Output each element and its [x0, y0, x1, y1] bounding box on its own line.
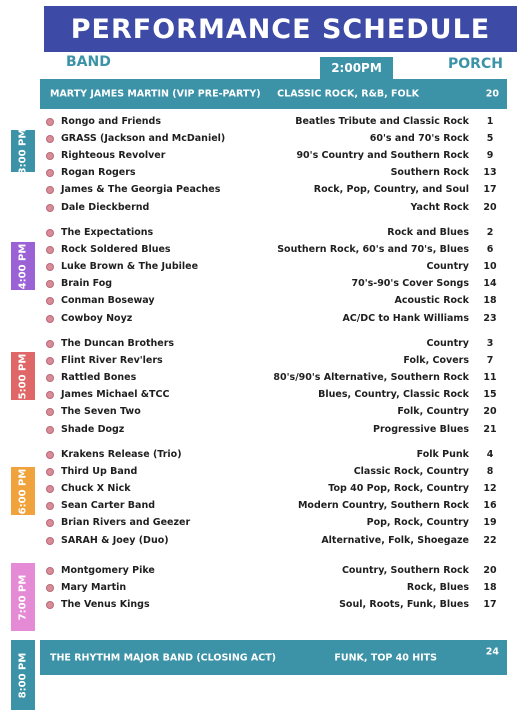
closing-act-bar — [40, 640, 507, 675]
schedule-row — [46, 293, 506, 310]
genre: Pop, Rock, Country — [366, 517, 469, 529]
bullet-icon — [46, 567, 54, 575]
time-tab-4pm — [11, 242, 35, 290]
genre: Acoustic Rock — [394, 295, 469, 307]
band-name: Shade Dogz — [61, 423, 125, 435]
genre: Rock, Blues — [406, 582, 469, 594]
porch-number: 2 — [486, 227, 494, 238]
schedule-row — [46, 200, 506, 217]
schedule-row — [46, 182, 506, 199]
genre: Folk, Covers — [403, 355, 469, 367]
band-name: Sean Carter Band — [61, 500, 156, 512]
schedule-row — [46, 481, 506, 498]
genre: Folk, Country — [397, 406, 469, 418]
genre: Beatles Tribute and Classic Rock — [295, 116, 469, 127]
schedule-row — [46, 148, 506, 165]
band-name: Cowboy Noyz — [61, 312, 133, 324]
porch-number: 6 — [486, 244, 494, 256]
porch-number: 12 — [483, 483, 497, 495]
vip-genre: CLASSIC ROCK, R&B, FOLK — [277, 88, 419, 100]
schedule-row — [46, 370, 506, 387]
bullet-icon — [46, 229, 54, 237]
genre: Modern Country, Southern Rock — [297, 500, 469, 512]
porch-number: 7 — [486, 355, 494, 367]
band-name: Flint River Rev'lers — [61, 355, 163, 367]
genre: Folk Punk — [416, 449, 469, 460]
time-tab-3pm — [11, 130, 35, 172]
time-label: 4:00 PM — [17, 243, 29, 289]
schedule-row — [46, 464, 506, 481]
porch-number: 21 — [483, 423, 497, 435]
band-name: Conman Boseway — [61, 295, 155, 307]
page-title: PERFORMANCE SCHEDULE — [44, 6, 517, 52]
band-name: Rattled Bones — [61, 372, 137, 384]
vip-band: MARTY JAMES MARTIN (VIP PRE-PARTY) — [50, 88, 261, 100]
genre: Country, Southern Rock — [341, 565, 469, 576]
closing-genre: FUNK, TOP 40 HITS — [334, 652, 437, 663]
schedule-row — [46, 165, 506, 182]
schedule-row — [46, 353, 506, 370]
porch-number: 15 — [483, 389, 497, 401]
genre: 90's Country and Southern Rock — [296, 150, 469, 162]
porch-number: 13 — [483, 167, 497, 179]
porch-number: 3 — [486, 338, 494, 349]
genre: Southern Rock — [390, 167, 469, 179]
bullet-icon — [46, 391, 54, 399]
schedule-row — [46, 533, 506, 550]
bullet-icon — [46, 315, 54, 323]
porch-number: 23 — [483, 312, 497, 324]
band-name: Third Up Band — [61, 466, 138, 478]
time-label: 3:00 PM — [17, 128, 29, 174]
porch-number: 5 — [486, 133, 494, 145]
schedule-row — [46, 225, 506, 242]
bullet-icon — [46, 374, 54, 382]
band-name: The Expectations — [61, 227, 154, 238]
schedule-row — [46, 563, 506, 580]
porch-number: 1 — [486, 116, 494, 127]
porch-number: 17 — [483, 599, 497, 611]
vip-porch: 20 — [485, 88, 499, 100]
closing-porch: 24 — [485, 646, 499, 658]
bullet-icon — [46, 485, 54, 493]
bullet-icon — [46, 468, 54, 476]
time-tab-5pm — [11, 352, 35, 400]
band-name: The Duncan Brothers — [61, 338, 175, 349]
porch-number: 8 — [486, 466, 494, 478]
band-name: GRASS (Jackson and McDaniel) — [61, 133, 226, 145]
genre: Soul, Roots, Funk, Blues — [339, 599, 469, 611]
porch-number: 20 — [483, 406, 497, 418]
genre: AC/DC to Hank Williams — [342, 312, 469, 324]
time-tab-8pm — [11, 640, 35, 710]
bullet-icon — [46, 584, 54, 592]
bullet-icon — [46, 118, 54, 126]
time-label: 7:00 PM — [17, 574, 29, 620]
bullet-icon — [46, 502, 54, 510]
schedule-row — [46, 311, 506, 328]
porch-number: 9 — [486, 150, 494, 162]
porch-number: 18 — [483, 582, 497, 594]
band-name: Righteous Revolver — [61, 150, 166, 162]
bullet-icon — [46, 246, 54, 254]
band-name: Chuck X Nick — [61, 483, 131, 495]
time-tab-7pm — [11, 563, 35, 631]
schedule-row — [46, 114, 506, 131]
bullet-icon — [46, 186, 54, 194]
schedule-row — [46, 422, 506, 439]
bullet-icon — [46, 601, 54, 609]
band-name: James Michael &TCC — [61, 389, 170, 401]
porch-number: 11 — [483, 372, 497, 384]
bullet-icon — [46, 280, 54, 288]
schedule-row — [46, 336, 506, 353]
schedule-row — [46, 242, 506, 259]
band-name: Brian Rivers and Geezer — [61, 517, 191, 529]
band-name: Montgomery Pike — [61, 565, 155, 576]
genre: Top 40 Pop, Rock, Country — [328, 483, 469, 495]
band-name: Rock Soldered Blues — [61, 244, 171, 256]
bullet-icon — [46, 519, 54, 527]
band-column-header: BAND — [66, 54, 111, 70]
porch-number: 18 — [483, 295, 497, 307]
vip-pre-party-bar — [40, 79, 507, 109]
schedule-row — [46, 580, 506, 597]
bullet-icon — [46, 297, 54, 305]
porch-number: 4 — [486, 449, 494, 460]
band-name: The Venus Kings — [61, 599, 150, 611]
time-label: 8:00 PM — [17, 652, 29, 698]
bullet-icon — [46, 263, 54, 271]
schedule-row — [46, 276, 506, 293]
porch-number: 20 — [483, 565, 497, 576]
bullet-icon — [46, 408, 54, 416]
genre: Southern Rock, 60's and 70's, Blues — [277, 244, 469, 256]
genre: Yacht Rock — [410, 201, 469, 213]
band-name: Mary Martin — [61, 582, 127, 594]
genre: Country — [426, 261, 469, 273]
schedule-row — [46, 597, 506, 614]
schedule-row — [46, 498, 506, 515]
porch-number: 19 — [483, 517, 497, 529]
schedule-row — [46, 404, 506, 421]
band-name: Rogan Rogers — [61, 167, 136, 179]
band-name: Brain Fog — [61, 278, 113, 290]
genre: Progressive Blues — [373, 423, 469, 435]
schedule-row — [46, 387, 506, 404]
bullet-icon — [46, 357, 54, 365]
schedule-row — [46, 131, 506, 148]
porch-number: 14 — [483, 278, 497, 290]
bullet-icon — [46, 152, 54, 160]
schedule-row — [46, 259, 506, 276]
schedule-row — [46, 515, 506, 532]
porch-number: 22 — [483, 534, 497, 546]
schedule-row — [46, 447, 506, 464]
bullet-icon — [46, 169, 54, 177]
time-tab-6pm — [11, 467, 35, 515]
bullet-icon — [46, 451, 54, 459]
band-name: Rongo and Friends — [61, 116, 162, 127]
time-label: 6:00 PM — [17, 468, 29, 514]
porch-column-header: PORCH — [448, 56, 503, 72]
genre: 70's-90's Cover Songs — [351, 278, 469, 290]
band-name: Dale Dieckbernd — [61, 201, 150, 213]
band-name: Luke Brown & The Jubilee — [61, 261, 199, 273]
genre: 80's/90's Alternative, Southern Rock — [273, 372, 469, 384]
start-time-badge: 2:00PM — [320, 57, 393, 79]
genre: Classic Rock, Country — [353, 466, 469, 478]
genre: Rock, Pop, Country, and Soul — [313, 184, 469, 196]
bullet-icon — [46, 135, 54, 143]
band-name: SARAH & Joey (Duo) — [61, 534, 169, 546]
genre: Rock and Blues — [387, 227, 469, 238]
genre: Blues, Country, Classic Rock — [318, 389, 469, 401]
bullet-icon — [46, 340, 54, 348]
genre: Alternative, Folk, Shoegaze — [321, 534, 469, 546]
porch-number: 10 — [483, 261, 497, 273]
bullet-icon — [46, 537, 54, 545]
bullet-icon — [46, 204, 54, 212]
porch-number: 20 — [483, 201, 497, 213]
band-name: Krakens Release (Trio) — [61, 449, 182, 460]
band-name: The Seven Two — [61, 406, 141, 418]
time-label: 5:00 PM — [17, 353, 29, 399]
bullet-icon — [46, 426, 54, 434]
porch-number: 17 — [483, 184, 497, 196]
band-name: James & The Georgia Peaches — [61, 184, 221, 196]
closing-band: THE RHYTHM MAJOR BAND (CLOSING ACT) — [50, 652, 277, 663]
genre: 60's and 70's Rock — [369, 133, 469, 145]
porch-number: 16 — [483, 500, 497, 512]
genre: Country — [426, 338, 469, 349]
